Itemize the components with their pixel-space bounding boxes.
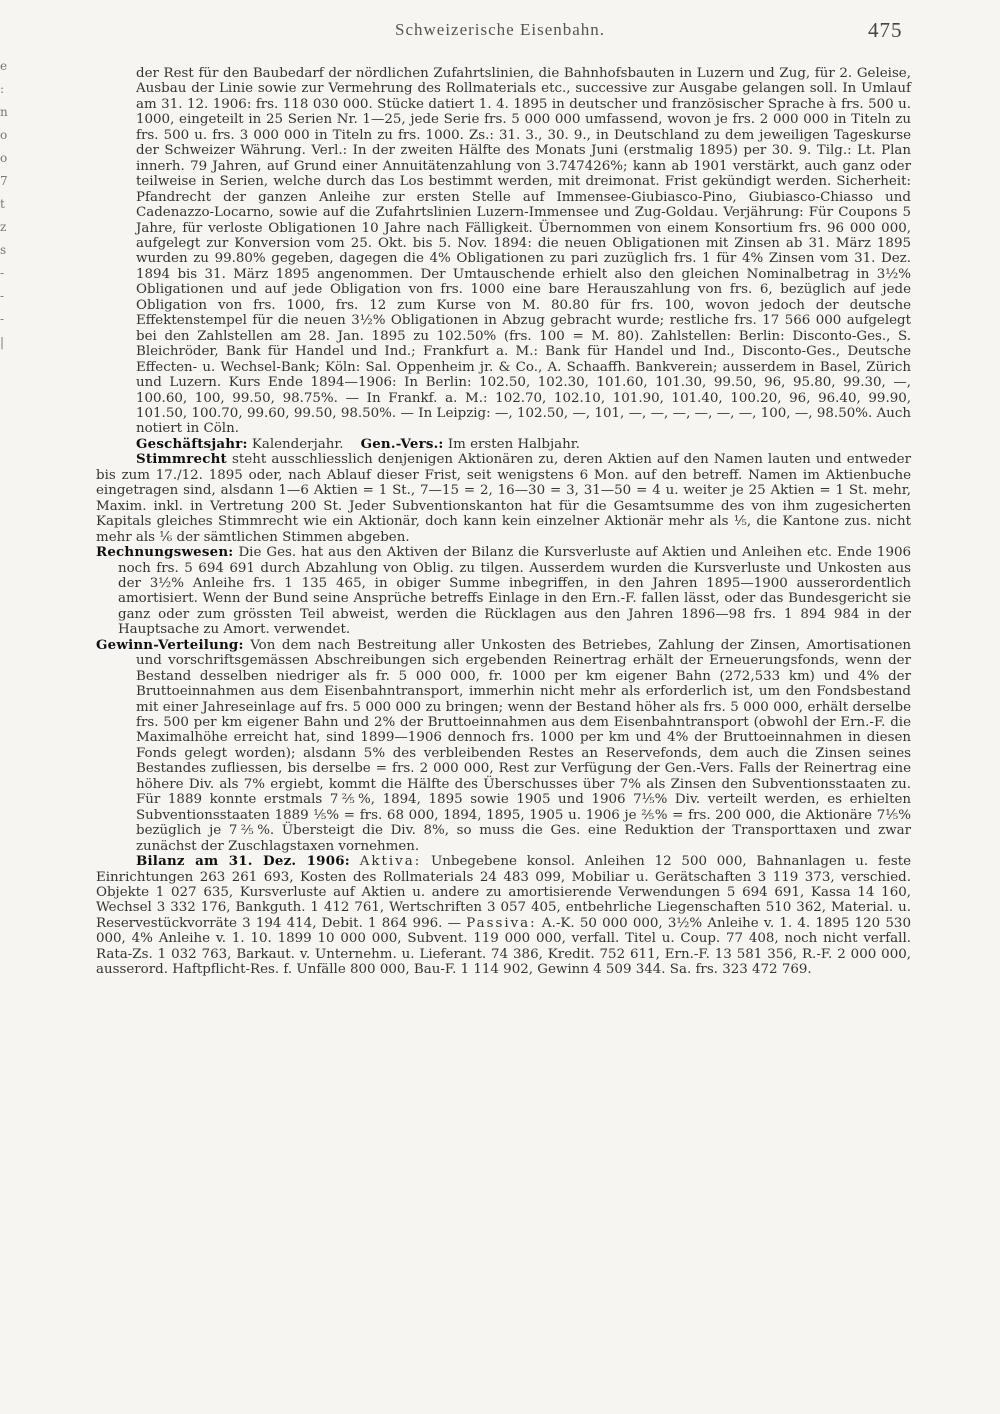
bilanz-paragraph (96, 854, 911, 978)
margin-mark: - (0, 289, 5, 303)
stimmrecht-label: Stimmrecht (136, 451, 227, 468)
margin-mark: : (0, 82, 5, 96)
main-text-column (96, 66, 911, 978)
margin-mark: o (0, 151, 8, 165)
genvers-label: Gen.-Vers.: (360, 435, 444, 452)
margin-mark: n (0, 105, 8, 119)
geschaeftsjahr-label: Geschäftsjahr: (136, 435, 248, 452)
page-number: 475 (868, 18, 903, 42)
gewinn-verteilung-text: Von dem nach Bestreitung aller Unkosten des Betriebes, Zahlung der Zinsen, Amortisationen und vorschriftsgemässen Abschreibungen sich ergebenden Reinertrag erhält der Erneuerungsfonds, wenn der Bestand desselben niedriger als fr. 5 000 000, fr. 1000 per km eigener Bahn (272,533 km) und 4% der Bruttoeinnahmen aus dem Eisenbahntransport, immerhin nicht mehr als erforderlich ist, um den Fondsbestand mit einer Jahreseinlage auf frs. 5 000 000 zu bringen; wenn der Bestand höher als frs. 5 000 000, erhält derselbe frs. 500 per km eigener Bahn und 2% der Bruttoeinnahmen aus dem Eisenbahntransport (obwohl der Ern.-F. die Maximalhöhe erreicht hat, sind 1899—1906 dennoch frs. 1000 per km und 4% der Bruttoeinnahmen in diesen Fonds gelegt worden); alsdann 5% des verbleibenden Restes an Reservefonds, dem auch die Zinsen seines Bestandes zufliessen, bis derselbe = frs. 2 000 000, Rest zur Verfügung der Gen.-Vers. Falls der Reinertrag eine höhere Div. als 7% ergiebt, kommt die Hälfte des Überschusses über 7% als Zinsen den Subventionsstaaten zu. Für 1889 konnte erstmals 7⅖%, 1894, 1895 sowie 1905 und 1906 7⅕% Div. verteilt werden, es erhielten Subventionsstaaten 1889 ⅕% = frs. 68 000, 1894, 1895, 1905 u. 1906 je ⅖% = frs. 200 000, die Aktionäre 7⅕% bezüglich je 7⅖%. Übersteigt die Div. 8%, so muss die Ges. eine Reduktion der Transporttaxen und zwar zunächst der Zuschlagstaxen vornehmen. (136, 637, 911, 854)
bond-details-paragraph: der Rest für den Baubedarf der nördlichen Zufahrtslinien, die Bahnhofsbauten in Luzern und Zug, für 2. Geleise, Ausbau der Linie sowie zur Vermehrung des Rollmaterials etc., successive zur Ausgabe gelangen soll. In Umlauf am 31. 12. 1906: frs. 118 030 000. Stücke datiert 1. 4. 1895 in deutscher und französischer Sprache à frs. 500 u. 1000, eingeteilt in 25 Serien Nr. 1—25, jede Serie frs. 5 000 000 umfassend, wovon je frs. 2 000 000 in Titeln zu frs. 500 u. frs. 3 000 000 in Titeln zu frs. 1000. Zs.: 31. 3., 30. 9., in Deutschland zu dem jeweiligen Tageskurse der Schweizer Währung. Verl.: In der zweiten Hälfte des Monats Juni (erstmalig 1895) per 30. 9. Tilg.: Lt. Plan innerh. 79 Jahren, auf Grund einer Annuitätenzahlung von 3.747426%; kann ab 1901 verstärkt, auch ganz oder teilweise in Serien, welche durch das Los bestimmt werden, mit dreimonat. Frist gekündigt werden. Sicherheit: Pfandrecht der ganzen Anleihe zur ersten Stelle auf Immensee-Giubiasco-Pino, Giubiasco-Chiasso und Cadenazzo-Locarno, sowie auf die Zufahrtslinien Luzern-Immensee und Zug-Goldau. Verjährung: Für Coupons 5 Jahre, für verloste Obligationen 10 Jahre nach Fälligkeit. Übernommen von einem Konsortium frs. 96 000 000, aufgelegt zur Konversion vom 25. Okt. bis 5. Nov. 1894: die neuen Obligationen mit Zinsen ab 31. März 1895 wurden zu 99.80% gegeben, dagegen die 4% Obligationen zu pari zuzüglich frs. 1 für 4% Zinsen vom 31. Dez. 1894 bis 31. März 1895 angenommen. Der Umtauschende erhielt also den gleichen Nominalbetrag in 3½% Obligationen und auf jede Obligation von frs. 1000 eine bare Herauszahlung von frs. 6, bezüglich auf jede Obligation von frs. 1000, frs. 12 zum Kurse von M. 80.80 für frs. 100, wovon jedoch der deutsche Effektenstempel für die neuen 3½% Obligationen in Abzug gebracht wurde; restliche frs. 17 566 000 aufgelegt bei den Zahlstellen am 28. Jan. 1895 zu 102.50% (frs. 100 = M. 80). Zahlstellen: Berlin: Disconto-Ges., S. Bleichröder, Bank für Handel und Ind.; Frankfurt a. M.: Bank für Handel und Ind., Disconto-Ges., Deutsche Effecten- u. Wechsel-Bank; Köln: Sal. Oppenheim jr. & Co., A. Schaaffh. Bankverein; ausserdem in Basel, Zürich und Luzern. Kurs Ende 1894—1906: In Berlin: 102.50, 102.30, 101.60, 101.30, 99.50, 96, 95.80, 99.30, —, 100.60, 100, 99.50, 98.75%. — In Frankf. a. M.: 102.70, 102.10, 101.90, 101.40, 100.20, 96, 96.40, 99.90, 101.50, 100.70, 99.60, 99.50, 98.50%. — In Leipzig: —, 102.50, —, 101, —, —, —, —, —, —, 100, —, 98.50%. Auch notiert in Cöln. (136, 66, 911, 437)
bilanz-label: Bilanz am 31. Dez. 1906: (136, 853, 350, 870)
geschaeftsjahr-text: Kalenderjahr. (247, 436, 344, 452)
margin-mark: z (0, 220, 7, 234)
stimmrecht-paragraph (96, 452, 911, 545)
gewinn-verteilung-paragraph (96, 638, 911, 854)
passiva-label: Passiva: (466, 915, 537, 931)
rechnungswesen-text: Die Ges. hat aus den Aktiven der Bilanz die Kursverluste auf Aktien und Anleihen etc. Ende 1906 noch frs. 5 694 691 durch Abzahlung von Oblig. zu tilgen. Ausserdem wurden die Kursverluste und Unkosten aus der 3½% Anleihe frs. 1 135 465, in obiger Summe inbegriffen, in den Jahren 1895—1900 ausserordentlich amortisiert. Wenn der Bund seine Ansprüche betreffs Einlage in den Ern.-F. fallen lässt, oder das Bundesgericht sie ganz oder zum grössten Teil abweist, werden die Rücklagen aus den Jahren 1896—98 frs. 1 894 984 in der Hauptsache zu Amort. verwendet. (118, 545, 911, 638)
rechnungswesen-paragraph (96, 545, 911, 638)
rechnungswesen-label: Rechnungswesen: (96, 544, 234, 561)
passiva-text: A.-K. 50 000 000, 3½% Anleihe v. 1. 4. 1895 120 530 000, 4% Anleihe v. 1. 10. 1899 10 000 000, Subvent. 119 000 000, verfall. Titel u. Coup. 77 408, noch nicht verfall. Rata-Zs. 1 032 763, Barkaut. v. Unternehm. u. Lieferant. 74 386, Kredit. 752 611, Ern.-F. 13 581 356, R.-F. 2 000 000, ausserord. Haftpflicht-Res. f. Unfälle 800 000, Bau-F. 1 114 902, Gewinn 4 509 344. Sa. frs. 323 472 769. (96, 915, 911, 978)
geschaeftsjahr-paragraph (96, 437, 911, 452)
aktiva-text: Unbegebene konsol. Anleihen 12 500 000, Bahnanlagen u. feste Einrichtungen 263 261 693, Kosten des Rollmaterials 24 483 099, Mobiliar u. Gerätschaften 3 119 373, verschied. Objekte 1 027 635, Kursverluste auf Aktien u. andere zu amortisierende Verwendungen 5 694 691, Kassa 14 160, Wechsel 3 332 176, Bankguth. 1 412 761, Wertschriften 3 057 405, entbehrliche Liegenschaften 510 362, Material. u. Reservestückvorräte 3 194 414, Debit. 1 864 996. — (96, 854, 912, 931)
stimmrecht-text: steht ausschliesslich denjenigen Aktionären zu, deren Aktien auf den Namen lauten und entweder bis zum 17./12. 1895 oder, nach Ablauf dieser Frist, seit wenigstens 6 Mon. auf den betreff. Namen im Aktienbuche eingetragen sind, alsdann 1—6 Aktien = 1 St., 7—15 = 2, 16—30 = 3, 31—50 = 4 u. weiter je 25 Aktien = 1 St. mehr, Maxim. inkl. in Vertretung 200 St. Jeder Subventionskanton hat für die Gesamtsumme des von ihm zugesicherten Kapitals gleiches Stimmrecht wie ein Aktionär, doch kann kein einzelner Aktionär mehr als ⅕, die Kantone zus. nicht mehr als ⅙ der sämtlichen Stimmen abgeben. (96, 452, 911, 545)
left-margin-marks (0, 55, 14, 354)
margin-mark: e (0, 59, 8, 73)
genvers-text: Im ersten Halbjahr. (443, 436, 580, 452)
running-title: Schweizerische Eisenbahn. (395, 20, 606, 39)
margin-mark: o (0, 128, 8, 142)
margin-mark: t (0, 197, 5, 211)
running-header (0, 14, 1000, 44)
gewinn-verteilung-label: Gewinn-Verteilung: (96, 636, 244, 653)
aktiva-label: Aktiva: (359, 854, 422, 870)
margin-mark: | (0, 335, 5, 349)
margin-mark: 7 (0, 174, 8, 188)
margin-mark: s (0, 243, 7, 257)
margin-mark: - (0, 266, 5, 280)
margin-mark: - (0, 312, 5, 326)
